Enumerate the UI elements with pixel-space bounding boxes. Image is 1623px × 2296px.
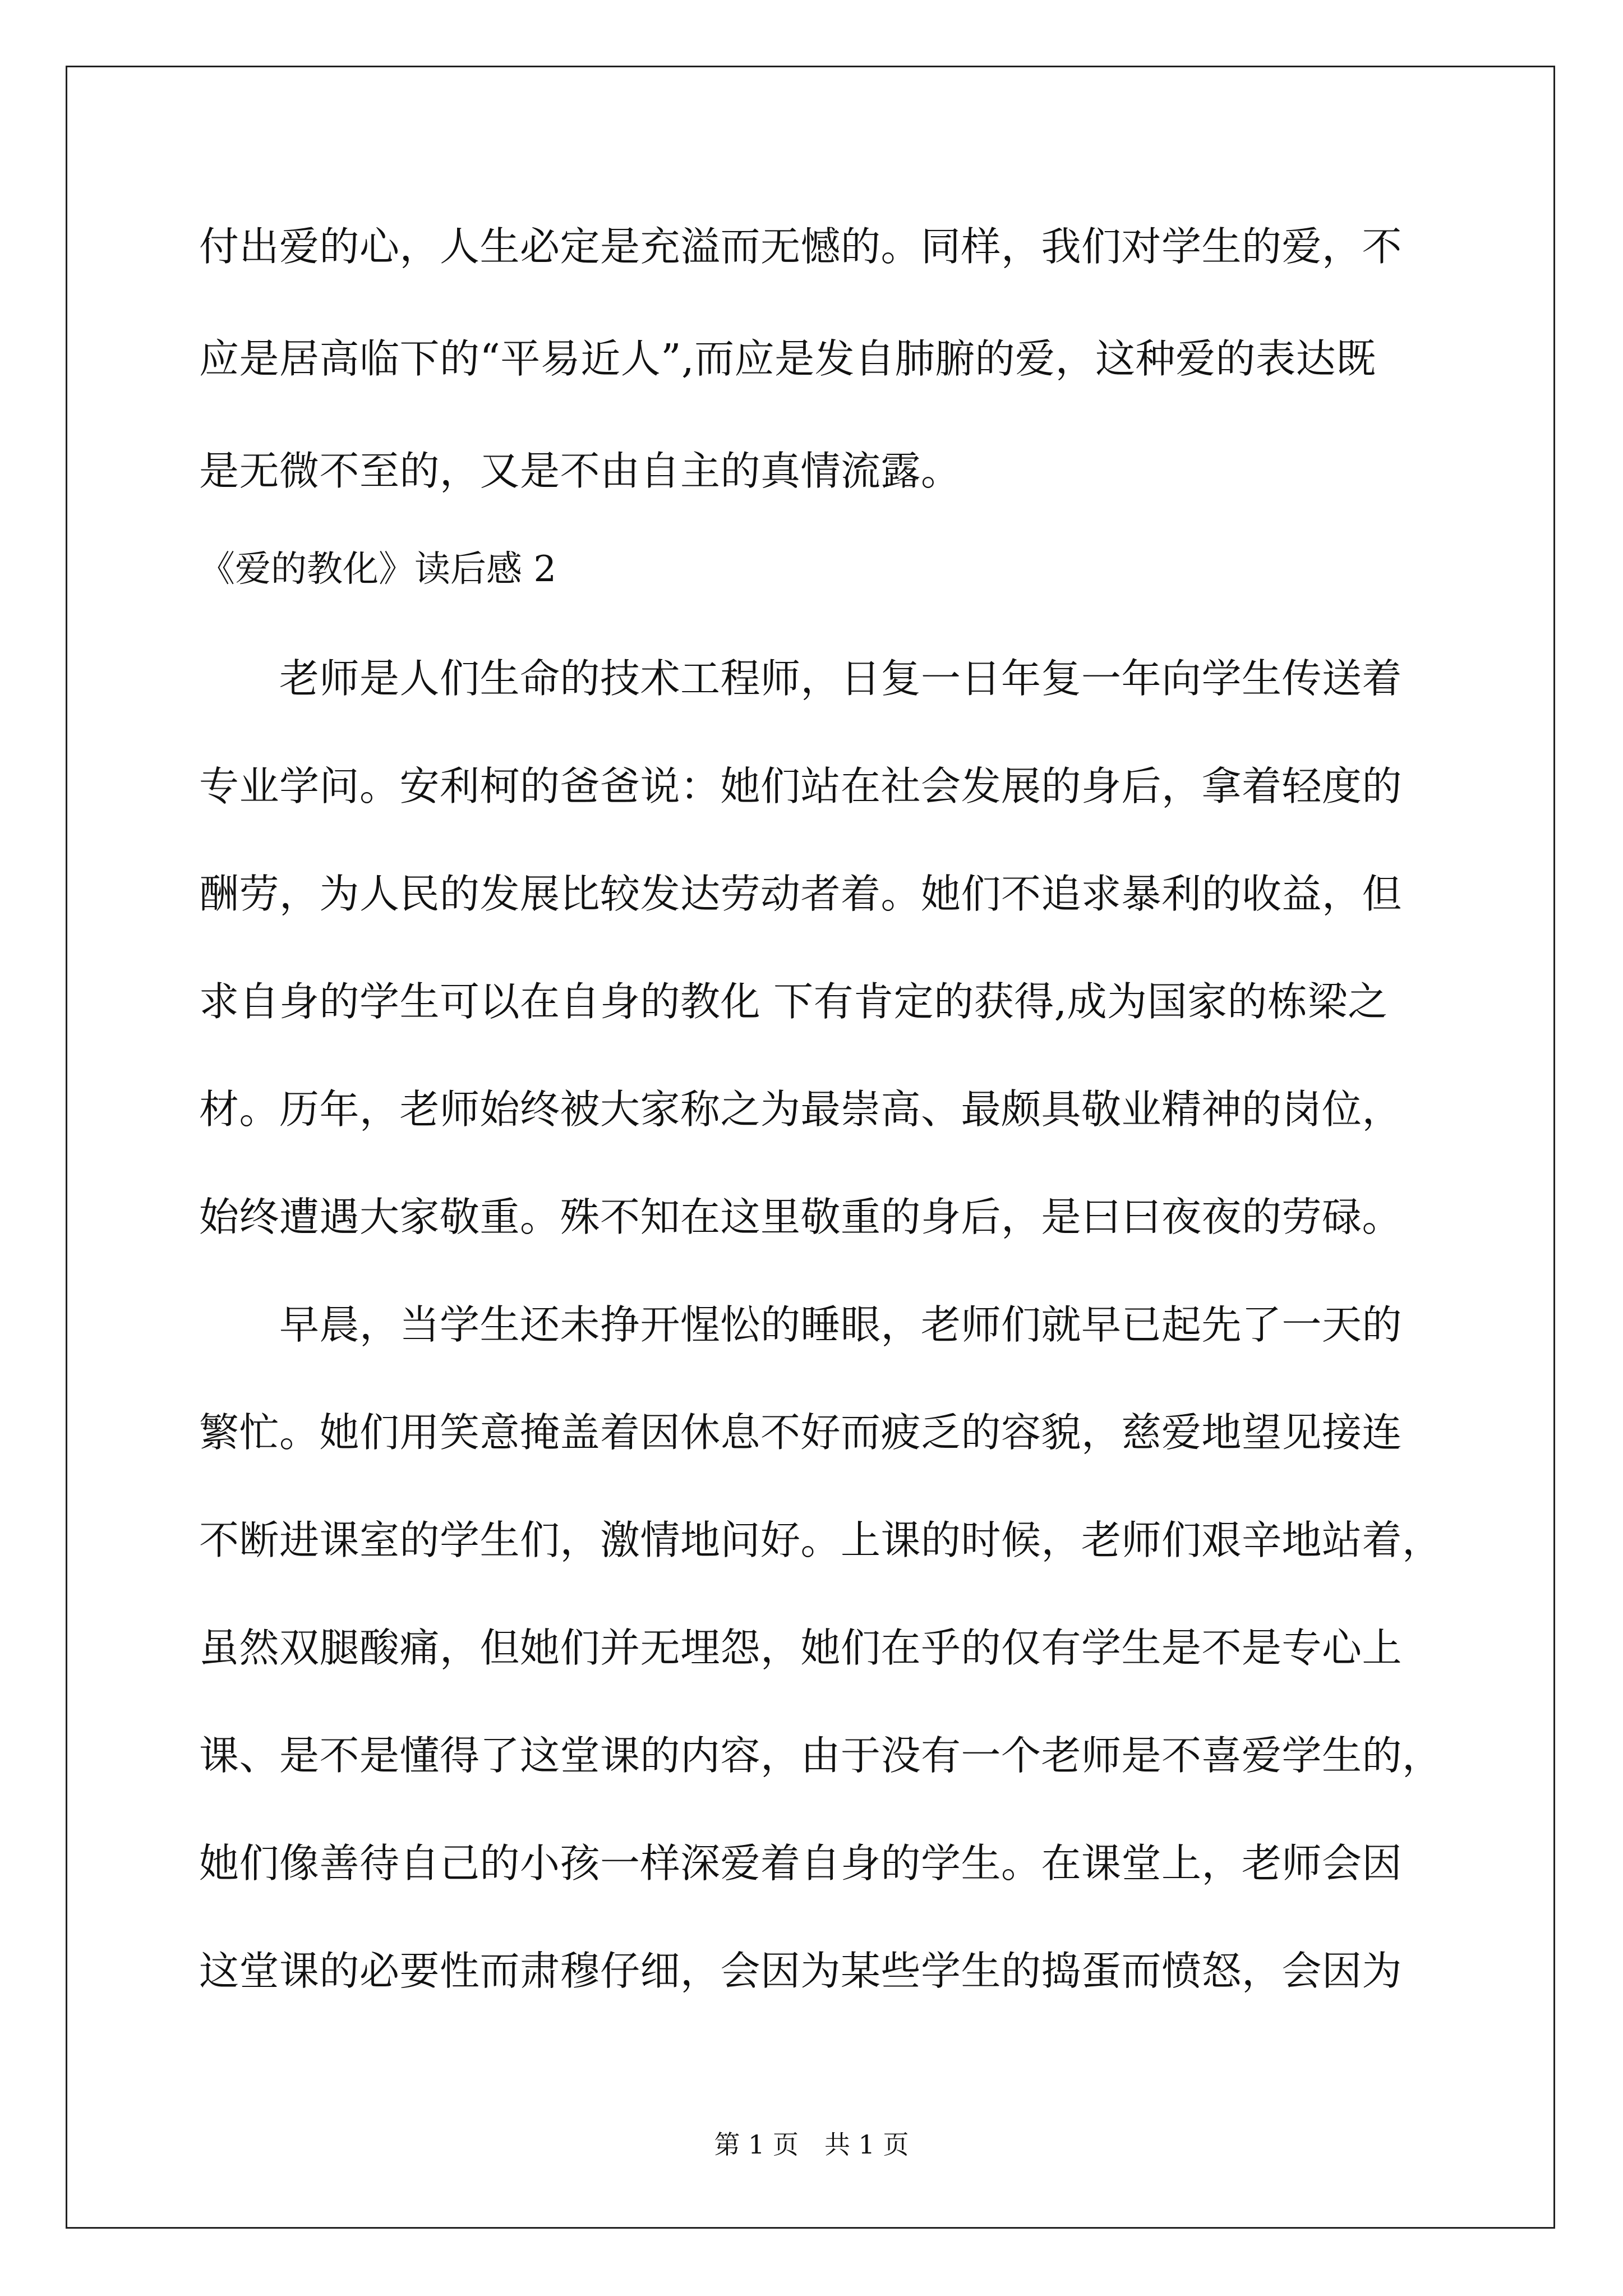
text-line: 老师是人们生命的技术工程师，日复一日年复一年向学生传送着 [199, 655, 1403, 702]
text-line: 是无微不至的，又是不由自主的真情流露。 [199, 448, 961, 494]
text-line: 虽然双腿酸痛，但她们并无埋怨，她们在乎的仅有学生是不是专心上 [199, 1625, 1403, 1671]
text-line: 付出爱的心，人生必定是充溢而无憾的。同样，我们对学生的爱，不 [199, 223, 1403, 270]
text-line: 酬劳，为人民的发展比较发达劳动者着。她们不追求暴利的收益，但 [199, 871, 1403, 917]
section-heading: 《爱的教化》读后感 2 [199, 549, 557, 590]
text-line: 专业学问。安利柯的爸爸说：她们站在社会发展的身后，拿着轻度的 [199, 763, 1403, 809]
text-line: 繁忙。她们用笑意掩盖着因休息不好而疲乏的容貌，慈爱地望见接连 [199, 1409, 1403, 1456]
page-border [66, 66, 1555, 2229]
text-line: 不断进课室的学生们，激情地问好。上课的时候，老师们艰辛地站着， [199, 1517, 1442, 1563]
text-line: 材。历年，老师始终被大家称之为最崇高、最颇具敬业精神的岗位， [199, 1086, 1403, 1133]
text-line: 早晨，当学生还未挣开惺忪的睡眼，老师们就早已起先了一天的 [199, 1301, 1403, 1348]
text-line: 始终遭遇大家敬重。殊不知在这里敬重的身后，是曰曰夜夜的劳碌。 [199, 1194, 1403, 1240]
text-line: 她们像善待自己的小孩一样深爱着自身的学生。在课堂上，老师会因 [199, 1840, 1403, 1887]
text-line: 这堂课的必要性而肃穆仔细，会因为某些学生的捣蛋而愤怒，会因为 [199, 1948, 1403, 1994]
text-line: 求自身的学生可以在自身的教化 下有肯定的获得,成为国家的栋梁之 [199, 978, 1388, 1025]
page-number-footer: 第 1 页 共 1 页 [714, 2129, 909, 2160]
text-line: 应是居高临下的“平易近人”,而应是发自肺腑的爱，这种爱的表达既 [199, 335, 1376, 382]
text-line: 课、是不是懂得了这堂课的内容，由于没有一个老师是不喜爱学生的， [199, 1732, 1442, 1779]
